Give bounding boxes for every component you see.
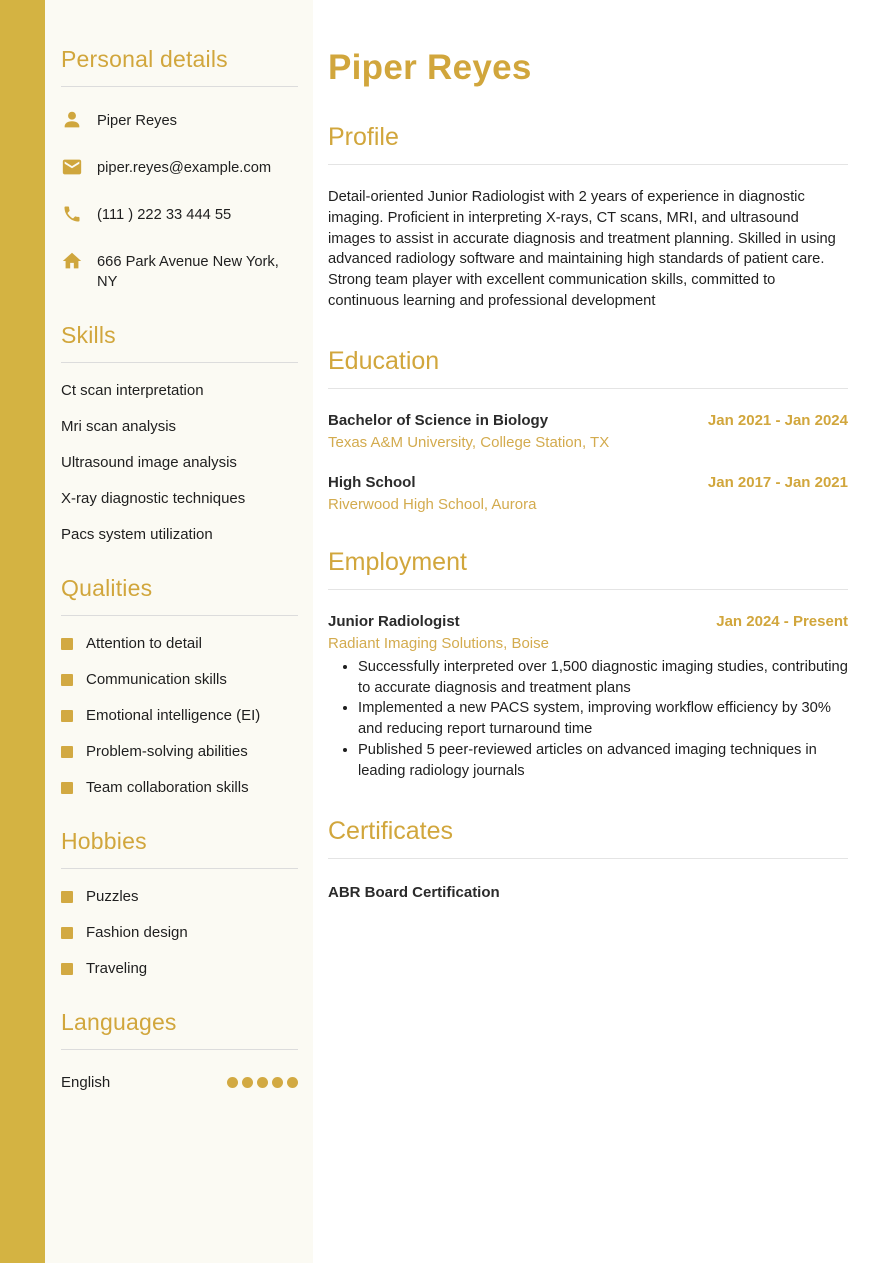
school-name: Riverwood High School, Aurora bbox=[328, 495, 537, 513]
language-level-dots bbox=[227, 1077, 298, 1088]
education-dates: Jan 2017 - Jan 2021 bbox=[707, 473, 848, 491]
personal-details-section bbox=[61, 46, 298, 292]
quality-label: Team collaboration skills bbox=[86, 779, 249, 796]
contact-address-row bbox=[61, 250, 298, 292]
skill-item: Pacs system utilization bbox=[61, 526, 213, 543]
home-icon bbox=[61, 250, 83, 272]
hobbies-list bbox=[61, 887, 298, 979]
education-entry bbox=[328, 474, 848, 513]
skill-item: Ultrasound image analysis bbox=[61, 454, 237, 471]
quality-label: Emotional intelligence (EI) bbox=[86, 707, 261, 724]
square-bullet-icon bbox=[61, 782, 73, 794]
quality-label: Communication skills bbox=[86, 671, 227, 688]
contact-name-text: Piper Reyes bbox=[97, 113, 177, 129]
education-title: Education bbox=[328, 347, 848, 389]
square-bullet-icon bbox=[61, 674, 73, 686]
contact-list bbox=[61, 109, 298, 292]
contact-email-text: piper.reyes@example.com bbox=[97, 160, 272, 176]
skills-list bbox=[61, 381, 298, 545]
certificate-name: ABR Board Certification bbox=[328, 883, 500, 901]
square-bullet-icon bbox=[61, 891, 73, 903]
level-dot-icon bbox=[227, 1077, 238, 1088]
profile-text: Detail-oriented Junior Radiologist with 2 years of experience in diagnostic imaging. Proficient in interpreting X-rays, CT scans, MRI, and ultrasound images to assist in accurate diagnosis and treatment planning. Skilled in using advanced radiology software and maintaining high standards of patient care. Strong team player with excellent communication skills, committed to continuous learning and professional development bbox=[328, 189, 836, 309]
profile-section bbox=[328, 123, 848, 312]
contact-phone-text: (111 ) 222 33 444 55 bbox=[97, 207, 232, 223]
certificates-section bbox=[328, 817, 848, 901]
quality-item bbox=[61, 778, 298, 798]
education-dates: Jan 2021 - Jan 2024 bbox=[707, 411, 848, 429]
education-entry-head bbox=[328, 474, 848, 491]
person-icon bbox=[61, 109, 83, 131]
email-icon bbox=[61, 156, 83, 178]
hobbies-title: Hobbies bbox=[61, 828, 298, 869]
certificates-title: Certificates bbox=[328, 817, 848, 859]
person-name: Piper Reyes bbox=[328, 48, 532, 87]
level-dot-icon bbox=[287, 1077, 298, 1088]
profile-title: Profile bbox=[328, 123, 848, 165]
quality-item bbox=[61, 706, 298, 726]
employment-title: Employment bbox=[328, 548, 848, 590]
school-name: Texas A&M University, College Station, TX bbox=[328, 433, 610, 451]
degree-title: Bachelor of Science in Biology bbox=[328, 411, 549, 429]
hobby-item bbox=[61, 959, 298, 979]
job-achievement: • Implemented a new PACS system, improving workflow efficiency by 30% and reducing report turnaround time bbox=[358, 698, 848, 740]
hobby-item bbox=[61, 923, 298, 943]
degree-title: High School bbox=[328, 473, 416, 491]
qualities-section bbox=[61, 575, 298, 798]
education-entry-head bbox=[328, 412, 848, 429]
skills-section bbox=[61, 322, 298, 545]
accent-bar bbox=[0, 0, 45, 1263]
contact-address-text: 666 Park Avenue New York, NY bbox=[97, 254, 279, 290]
contact-phone-row bbox=[61, 203, 298, 225]
square-bullet-icon bbox=[61, 927, 73, 939]
contact-name-row bbox=[61, 109, 298, 131]
square-bullet-icon bbox=[61, 746, 73, 758]
level-dot-icon bbox=[257, 1077, 268, 1088]
contact-email-row bbox=[61, 156, 298, 178]
job-title: Junior Radiologist bbox=[328, 612, 460, 630]
employment-section bbox=[328, 548, 848, 782]
skills-title: Skills bbox=[61, 322, 298, 363]
square-bullet-icon bbox=[61, 638, 73, 650]
hobby-item bbox=[61, 887, 298, 907]
languages-section bbox=[61, 1009, 298, 1091]
sidebar bbox=[45, 0, 313, 1263]
hobby-label: Traveling bbox=[86, 960, 148, 977]
employment-entry bbox=[328, 613, 848, 782]
skill-item: Ct scan interpretation bbox=[61, 382, 204, 399]
level-dot-icon bbox=[242, 1077, 253, 1088]
hobbies-section bbox=[61, 828, 298, 979]
skill-item: Mri scan analysis bbox=[61, 418, 177, 435]
square-bullet-icon bbox=[61, 963, 73, 975]
job-achievements-list bbox=[358, 657, 848, 782]
personal-details-title: Personal details bbox=[61, 46, 298, 87]
language-item bbox=[61, 1074, 298, 1091]
quality-label: Problem-solving abilities bbox=[86, 743, 248, 760]
square-bullet-icon bbox=[61, 710, 73, 722]
quality-item bbox=[61, 634, 298, 654]
level-dot-icon bbox=[272, 1077, 283, 1088]
languages-title: Languages bbox=[61, 1009, 298, 1050]
qualities-title: Qualities bbox=[61, 575, 298, 616]
language-name: English bbox=[61, 1074, 111, 1091]
quality-item bbox=[61, 742, 298, 762]
employment-entry-head bbox=[328, 613, 848, 630]
job-achievement: • Published 5 peer-reviewed articles on advanced imaging techniques in leading radiology journals bbox=[358, 740, 848, 782]
employment-dates: Jan 2024 - Present bbox=[716, 612, 848, 630]
quality-item bbox=[61, 670, 298, 690]
skill-item: X-ray diagnostic techniques bbox=[61, 490, 246, 507]
hobby-label: Fashion design bbox=[86, 924, 188, 941]
job-achievement: • Successfully interpreted over 1,500 diagnostic imaging studies, contributing to accurate diagnosis and treatment plans bbox=[358, 657, 848, 699]
education-section bbox=[328, 347, 848, 513]
company-name: Radiant Imaging Solutions, Boise bbox=[328, 634, 549, 652]
phone-icon bbox=[61, 203, 83, 225]
main-content bbox=[313, 0, 893, 1263]
quality-label: Attention to detail bbox=[86, 635, 202, 652]
education-entry bbox=[328, 412, 848, 451]
qualities-list bbox=[61, 634, 298, 798]
hobby-label: Puzzles bbox=[86, 888, 139, 905]
